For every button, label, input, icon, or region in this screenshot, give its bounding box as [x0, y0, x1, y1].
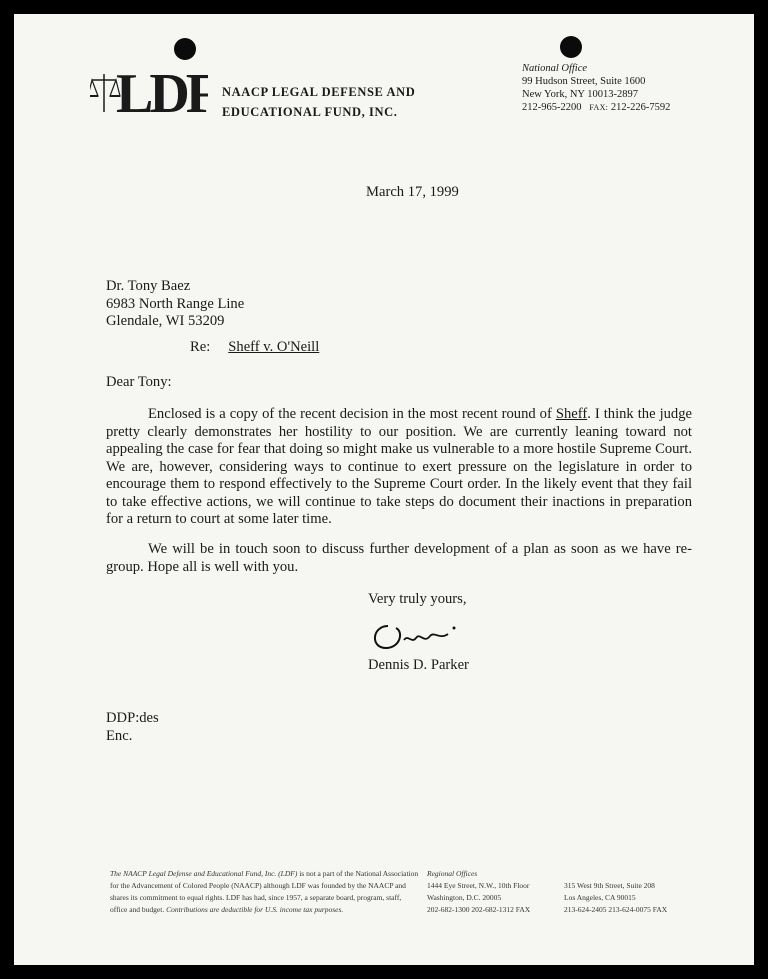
- para1-text-start: Enclosed is a copy of the recent decision in the most recent round of: [148, 406, 556, 422]
- disclaimer-text: is not a part of the National Association for the Advancement of Colored People (NAACP) although LDF was founded by the NAACP and shares its commitment to equal rights. LDF has had, since 1957, a separate board, program, staff, office and budget.: [110, 869, 419, 914]
- re-case-name: Sheff v. O'Neill: [228, 339, 320, 355]
- signer-name: Dennis D. Parker: [368, 657, 469, 673]
- re-label: Re:: [190, 339, 211, 355]
- footer-disclaimer: [110, 868, 420, 916]
- closing: Very truly yours,: [368, 591, 467, 607]
- recipient-address: [106, 278, 244, 331]
- national-office-phone: 212-965-2200: [522, 102, 582, 113]
- national-office-city: New York, NY 10013-2897: [522, 89, 638, 100]
- disclaimer-tax-note: Contributions are deductible for U.S. income tax purposes.: [166, 905, 344, 914]
- organization-name: [222, 82, 415, 122]
- national-office-fax: 212-226-7592: [610, 102, 671, 113]
- ldf-logo: [90, 64, 208, 121]
- recipient-street: 6983 North Range Line: [106, 295, 245, 312]
- national-office-phones: [522, 101, 670, 114]
- la-city: Los Angeles, CA 90015: [564, 893, 636, 902]
- punch-hole-right: [560, 36, 582, 58]
- dc-city: Washington, D.C. 20005: [427, 893, 502, 902]
- letter-date: March 17, 1999: [366, 184, 459, 200]
- national-office-street: 99 Hudson Street, Suite 1600: [522, 76, 646, 87]
- letter-page: [14, 14, 754, 965]
- recipient-city: Glendale, WI 53209: [106, 313, 225, 329]
- punch-hole-left: [174, 38, 196, 60]
- dc-phones: 202-682-1300 202-682-1312 FAX: [427, 905, 531, 914]
- national-office-heading: National Office: [522, 63, 588, 74]
- para1-text-end: . I think the judge pretty clearly demonstrates her hostility to our position. We are currently leaning toward not appealing the case for fear that doing so might make us vulnerable to a more hostile Supreme Court. We are, however, considering ways to continue to exert pressure on the legislature in order to encourage them to respond effectively to the Supreme Court order. In the likely event that they fail to take effective actions, we will continue to take steps do document their inactions in preparation for a return to court at some later time.: [106, 406, 692, 527]
- org-name-line-2: EDUCATIONAL FUND, INC.: [222, 105, 398, 119]
- disclaimer-org-name: The NAACP Legal Defense and Educational Fund, Inc. (LDF): [110, 869, 298, 878]
- regional-offices-heading: Regional Offices: [427, 869, 478, 878]
- body-paragraph-1: [106, 406, 692, 529]
- body-paragraph-2: [106, 541, 692, 576]
- dc-street: 1444 Eye Street, N.W., 10th Floor: [427, 881, 530, 890]
- enclosure-notation: Enc.: [106, 727, 133, 744]
- salutation: Dear Tony:: [106, 374, 172, 390]
- footer-regional-dc: [427, 868, 557, 916]
- recipient-name: Dr. Tony Baez: [106, 278, 191, 294]
- typist-initials: DDP:des: [106, 710, 159, 726]
- la-phones: 213-624-2405 213-624-0075 FAX: [564, 905, 668, 914]
- footer-regional-la: [564, 868, 704, 916]
- reference-initials: [106, 710, 159, 745]
- org-name-line-1: NAACP LEGAL DEFENSE AND: [222, 85, 416, 99]
- fax-label: FAX:: [589, 103, 609, 112]
- handwritten-signature: [368, 620, 478, 659]
- para1-case-name: Sheff: [555, 406, 588, 422]
- la-street: 315 West 9th Street, Suite 208: [564, 881, 655, 890]
- re-line: [190, 339, 319, 356]
- svg-text:LDF: LDF: [116, 64, 208, 116]
- national-office-address: [522, 62, 670, 114]
- para2-text: We will be in touch soon to discuss further development of a plan as soon as we have re-group. Hope all is well with you.: [106, 541, 692, 575]
